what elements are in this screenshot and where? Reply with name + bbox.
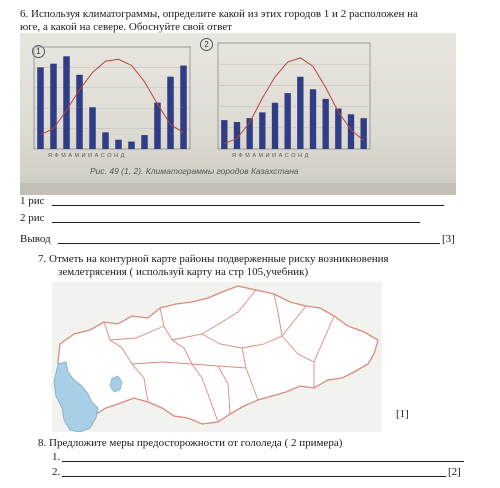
chart2-bar [310,89,316,149]
chart1-frame [34,47,190,149]
q6-text-line1: 6. Используя климатограммы, определите какой из этих городов 1 и 2 расположен на [20,8,418,20]
q8-item2-line[interactable] [62,476,446,477]
chart2-bar [259,112,265,149]
chart1-number: 1 [32,45,45,58]
chart1-bar [141,135,148,149]
climate-charts-photo [20,33,456,195]
chart1-temperature-line [41,59,184,134]
q7-text-line2: землетрясения ( используй карту на стр 105,учебник) [58,266,309,278]
answer1-label: 1 рис [20,195,45,207]
chart2-bar [272,103,278,149]
answer1-line[interactable] [52,205,444,206]
chart1-bar [102,132,109,149]
conclusion-line[interactable] [58,243,440,244]
chart1-bar [180,66,187,149]
q7-points: [1] [396,408,409,420]
chart2-month-labels: Я Ф М А М И И А С О Н Д [232,153,309,159]
q8-text: 8. Предложите меры предосторожности от гололеда ( 2 примера) [38,437,343,449]
chart2-number: 2 [200,38,213,51]
chart2-bar [361,118,367,149]
chart1-bar [63,56,70,149]
answer2-line[interactable] [52,222,420,223]
chart1-bar [154,103,161,149]
q8-points: [2] [448,466,461,478]
chart1-bar [115,140,122,149]
chart2-temperature-line [224,58,363,144]
chart1-bar [167,77,174,149]
chart1-month-labels: Я Ф М А М И И А С О Н Д [48,153,125,159]
chart2-bar [221,120,227,149]
kazakhstan-contour-map-svg [52,282,382,432]
q8-item2-label: 2. [52,466,61,478]
figure-caption: Рис. 49 (1, 2). Климатограммы городов Казахстана [90,166,299,176]
chart1-bar [76,75,83,149]
q8-item1-label: 1. [52,451,61,463]
chart1-bar [50,64,57,149]
chart1-bar [37,67,44,149]
q8-item1-line[interactable] [62,461,464,462]
chart2-bar [323,99,329,149]
chart1-bar [89,107,96,149]
chart1-bar [128,142,135,149]
country-outline [58,286,378,424]
contour-map[interactable] [52,282,382,432]
chart2-bar [297,77,303,149]
q6-text-line2: юге, а какой на севере. Обоснуйте свой ответ [20,21,232,33]
answer2-label: 2 рис [20,212,45,224]
conclusion-label: Вывод [20,233,51,245]
chart2-bar [285,93,291,149]
q7-text-line1: 7. Отметь на контурной карте районы подверженные риску возникновения [38,253,389,265]
q6-points: [3] [442,233,455,245]
